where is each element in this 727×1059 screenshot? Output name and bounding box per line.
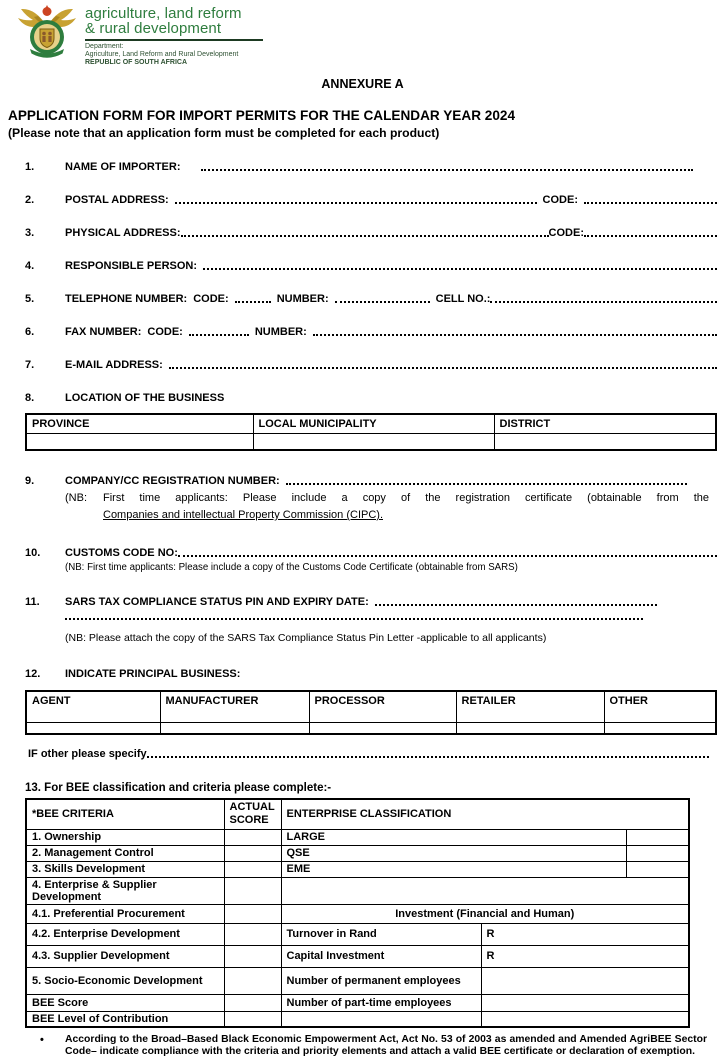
- dotted-fill-line: [147, 756, 709, 758]
- department-label: Department:: [85, 43, 124, 50]
- processor-input-cell: [309, 723, 456, 735]
- dotted-fill-line: [584, 235, 717, 237]
- field-telephone-number: [8, 293, 717, 305]
- annexure-heading: ANNEXURE A: [321, 77, 404, 91]
- empty-cell: [281, 877, 689, 904]
- item-number: 5.: [25, 293, 35, 305]
- bee-criteria: BEE Score: [26, 994, 224, 1011]
- field-label: CUSTOMS CODE NO:: [65, 547, 178, 559]
- manufacturer-input-cell: [160, 723, 309, 735]
- field-physical-address: [8, 227, 717, 239]
- department-name: Agriculture, Land Reform and Rural Development: [85, 51, 239, 58]
- field-label: FAX NUMBER:: [65, 326, 142, 338]
- principal-business-table: [25, 690, 717, 735]
- empty-cell: [481, 1011, 689, 1027]
- code-label: CODE:: [147, 326, 183, 338]
- note-line2-underlined: Companies and intellectual Property Commission (CIPC).: [103, 509, 383, 521]
- item-number: 11.: [25, 596, 40, 608]
- field-label: POSTAL ADDRESS:: [65, 194, 169, 206]
- field-label: IF other please specify: [28, 748, 147, 760]
- dotted-fill-line: [490, 301, 717, 303]
- note-registration-certificate: [65, 490, 709, 524]
- score-input-cell: [224, 945, 281, 967]
- column-header-manufacturer: MANUFACTURER: [160, 691, 309, 723]
- district-input-cell: [494, 434, 716, 451]
- field-other-specify: [28, 748, 709, 760]
- department-title: [85, 6, 263, 36]
- field-label: PHYSICAL ADDRESS:: [65, 227, 181, 239]
- bee-criteria: 3. Skills Development: [26, 861, 224, 877]
- bee-criteria: 1. Ownership: [26, 829, 224, 845]
- bee-criteria: 4.2. Enterprise Development: [26, 923, 224, 945]
- column-header-local-municipality: LOCAL MUNICIPALITY: [253, 414, 494, 434]
- dotted-fill-line: [189, 334, 249, 336]
- other-input-cell: [604, 723, 716, 735]
- financial-label: Turnover in Rand: [281, 923, 481, 945]
- dotted-fill-line: [175, 202, 537, 204]
- field-sars-tax-pin: [8, 596, 717, 608]
- classification-tick-cell: [626, 829, 689, 845]
- field-company-registration-number: [8, 475, 717, 487]
- score-input-cell: [224, 845, 281, 861]
- score-input-cell: [224, 1011, 281, 1027]
- code-label: CODE:: [193, 293, 229, 305]
- section-location-of-business: [8, 392, 717, 404]
- bee-criteria: 5. Socio-Economic Development: [26, 967, 224, 994]
- bee-criteria: 4. Enterprise & Supplier Development: [26, 877, 224, 904]
- field-label: RESPONSIBLE PERSON:: [65, 260, 198, 272]
- bee-section-heading: 13. For BEE classification and criteria please complete:-: [25, 782, 332, 794]
- item-number: 4.: [25, 260, 35, 272]
- dotted-fill-line: [313, 334, 717, 336]
- number-label: NUMBER:: [254, 326, 307, 338]
- dotted-fill-line: [584, 202, 717, 204]
- bee-criteria: 2. Management Control: [26, 845, 224, 861]
- bullet-icon: •: [40, 1033, 44, 1046]
- classification-tick-cell: [626, 845, 689, 861]
- score-input-cell: [224, 877, 281, 904]
- cell-label: CELL NO.:: [435, 293, 491, 305]
- item-number: 8.: [25, 392, 35, 404]
- field-label: COMPANY/CC REGISTRATION NUMBER:: [65, 475, 280, 487]
- retailer-input-cell: [456, 723, 604, 735]
- field-label: SARS TAX COMPLIANCE STATUS PIN AND EXPIRY DATE:: [65, 596, 369, 608]
- field-email-address: [8, 359, 717, 371]
- bee-header-actual-score: ACTUAL SCORE: [224, 799, 281, 829]
- item-number: 10.: [25, 547, 41, 559]
- classification-label: EME: [281, 861, 626, 877]
- employees-input-cell: [481, 994, 689, 1011]
- score-input-cell: [224, 861, 281, 877]
- score-input-cell: [224, 904, 281, 923]
- item-number: 7.: [25, 359, 35, 371]
- sars-pin-second-line: [65, 608, 717, 627]
- form-subtitle: (Please note that an application form must be completed for each product): [8, 126, 440, 140]
- score-input-cell: [224, 829, 281, 845]
- nb-prefix: (NB:: [65, 492, 87, 504]
- footnote-text: According to the Broad–Based Black Economic Empowerment Act, Act No. 53 of 2003 as amended and Amended AgriBEE Sector Code– indicate compliance with the criteria and priority elements and attach a valid BEE certificate or declaration of exemption.: [65, 1033, 707, 1057]
- rand-input-cell: R: [481, 923, 689, 945]
- field-responsible-person: [8, 260, 717, 272]
- note-customs-code: (NB: First time applicants: Please include a copy of the Customs Code Certificate (obtainable from SARS): [65, 562, 518, 573]
- dotted-fill-line: [181, 235, 549, 237]
- location-table: [25, 413, 717, 451]
- coat-of-arms-icon: [15, 4, 79, 60]
- classification-label: LARGE: [281, 829, 626, 845]
- code-label: CODE:: [542, 194, 578, 206]
- field-customs-code: [8, 547, 717, 559]
- note-line1: First time applicants: Please include a copy of the registration certificate (obtainable from the: [103, 492, 709, 504]
- field-fax-number: [8, 326, 717, 338]
- bee-criteria: 4.3. Supplier Development: [26, 945, 224, 967]
- item-number: 12.: [25, 668, 41, 680]
- agent-input-cell: [26, 723, 160, 735]
- item-number: 1.: [25, 161, 35, 173]
- score-input-cell: [224, 923, 281, 945]
- form-title: APPLICATION FORM FOR IMPORT PERMITS FOR THE CALENDAR YEAR 2024: [8, 108, 516, 123]
- financial-label: Capital Investment: [281, 945, 481, 967]
- dotted-fill-line: [178, 555, 717, 557]
- bee-criteria: BEE Level of Contribution: [26, 1011, 224, 1027]
- section-principal-business: [8, 668, 717, 680]
- employees-label: Number of permanent employees: [281, 967, 481, 994]
- local-municipality-input-cell: [253, 434, 494, 451]
- province-input-cell: [26, 434, 253, 451]
- item-number: 9.: [25, 475, 35, 487]
- item-number: 2.: [25, 194, 35, 206]
- bee-classification-table: [25, 798, 690, 1028]
- rand-input-cell: R: [481, 945, 689, 967]
- score-input-cell: [224, 994, 281, 1011]
- classification-label: QSE: [281, 845, 626, 861]
- bee-criteria: 4.1. Preferential Procurement: [26, 904, 224, 923]
- field-label: TELEPHONE NUMBER:: [65, 293, 188, 305]
- dotted-fill-line: [286, 483, 687, 485]
- score-input-cell: [224, 967, 281, 994]
- section-label: LOCATION OF THE BUSINESS: [65, 392, 225, 404]
- empty-cell: [281, 1011, 481, 1027]
- field-label: NAME OF IMPORTER:: [65, 161, 181, 173]
- logo-divider: [85, 39, 263, 41]
- column-header-agent: AGENT: [26, 691, 160, 723]
- department-title-line1: agriculture, land reform: [85, 5, 242, 22]
- column-header-district: DISTRICT: [494, 414, 716, 434]
- department-title-line2: & rural development: [85, 20, 222, 37]
- dotted-fill-line: [375, 604, 657, 606]
- column-header-retailer: RETAILER: [456, 691, 604, 723]
- department-logo: [15, 4, 717, 67]
- section-label: INDICATE PRINCIPAL BUSINESS:: [65, 668, 241, 680]
- column-header-other: OTHER: [604, 691, 716, 723]
- code-label: CODE:: [548, 227, 584, 239]
- bee-footnote: [40, 1034, 707, 1059]
- dotted-fill-line: [65, 608, 643, 620]
- note-sars-pin: (NB: Please attach the copy of the SARS Tax Compliance Status Pin Letter -applicable to all applicants): [65, 632, 547, 644]
- country-name: REPUBLIC OF SOUTH AFRICA: [85, 59, 188, 66]
- field-name-of-importer: [8, 161, 717, 173]
- dotted-fill-line: [235, 301, 271, 303]
- bee-header-enterprise-classification: ENTERPRISE CLASSIFICATION: [281, 799, 689, 829]
- classification-tick-cell: [626, 861, 689, 877]
- field-postal-address: [8, 194, 717, 206]
- employees-label: Number of part-time employees: [281, 994, 481, 1011]
- bee-header-criteria: *BEE CRITERIA: [26, 799, 224, 829]
- field-label: E-MAIL ADDRESS:: [65, 359, 163, 371]
- dotted-fill-line: [203, 268, 717, 270]
- item-number: 6.: [25, 326, 35, 338]
- employees-input-cell: [481, 967, 689, 994]
- investment-heading: Investment (Financial and Human): [281, 904, 689, 923]
- number-label: NUMBER:: [276, 293, 329, 305]
- item-number: 3.: [25, 227, 35, 239]
- dotted-fill-line: [169, 367, 717, 369]
- dotted-fill-line: [201, 169, 694, 171]
- column-header-province: PROVINCE: [26, 414, 253, 434]
- dotted-fill-line: [335, 301, 430, 303]
- column-header-processor: PROCESSOR: [309, 691, 456, 723]
